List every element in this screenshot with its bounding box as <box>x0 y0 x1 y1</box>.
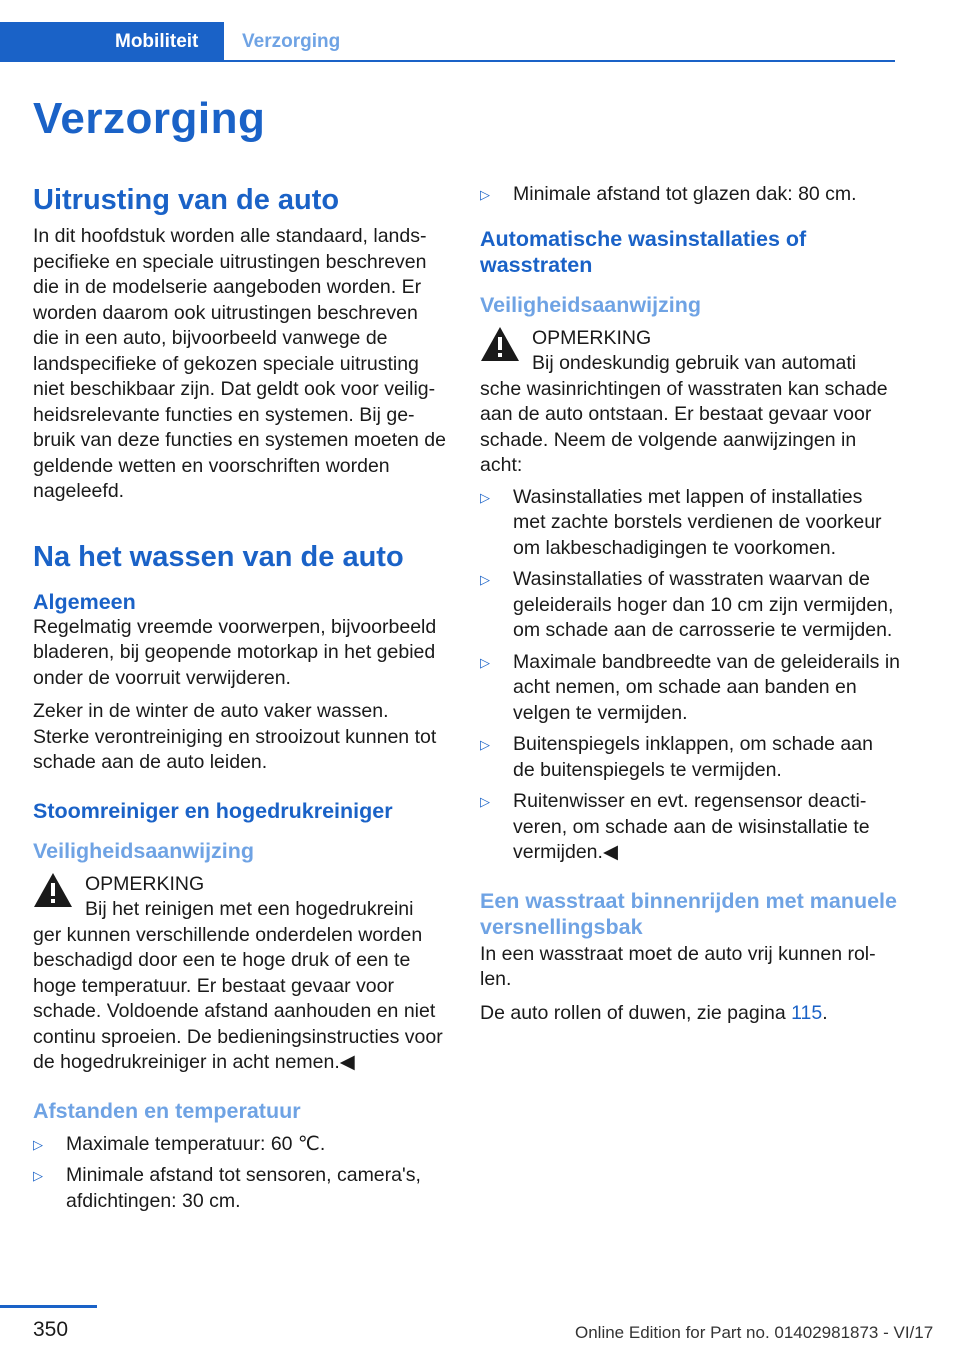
bullet-list-right-top <box>480 182 900 208</box>
manueel-paragraph-2: De auto rollen of duwen, zie pagina 115. <box>480 1001 828 1024</box>
triangle-right-icon: ▷ <box>480 489 490 505</box>
warning-label-left: OPMERKING <box>85 872 205 895</box>
subsection-title-algemeen: Algemeen <box>33 589 136 614</box>
page-link-115[interactable]: 115 <box>791 1001 823 1024</box>
manueel-paragraph-1: In een wasstraat moet de auto vrij kunnen rollen. <box>480 942 876 990</box>
subsection-title-afstanden: Afstanden en temperatuur <box>33 1098 301 1123</box>
subsection-title-manueel: Een wasstraat binnenrijden met manuele versnellingsbak <box>480 888 897 939</box>
safety-title-right: Veiligheidsaanwijzing <box>480 292 702 317</box>
algemeen-paragraph-2: Zeker in de winter de auto vaker wassen. Sterke verontreiniging en strooizout kunnen tot schade aan de auto leiden. <box>33 700 437 773</box>
list-item: ▷ Minimale afstand tot sensoren, camera's, afdichtingen: 30 cm. <box>33 1164 421 1212</box>
header-bar <box>0 22 895 62</box>
list-item: ▷ Maximale bandbreedte van de geleiderails in acht nemen, om schade aan banden en velgen te vermijden. <box>480 650 900 724</box>
warning-text-left-rest: ger kunnen verschillende onderdelen worden beschadigd door een te hoge druk of een te hoge temperatuur. Er bestaat gevaar voor schade. Voldoende afstand aanhouden en niet continu sproeien. De bedieningsinstructies voor de hogedrukreiniger in acht nemen.◀ <box>33 923 443 1073</box>
list-item: ▷ Buitenspiegels inklappen, om schade aan de buitenspiegels te vermijden. <box>480 733 873 781</box>
header-divider <box>0 60 895 62</box>
tab-mobiliteit[interactable]: Mobiliteit <box>0 22 224 62</box>
list-item: ▷ Maximale temperatuur: 60 ℃. <box>33 1132 326 1155</box>
page-number: 350 <box>33 1318 69 1341</box>
triangle-right-icon: ▷ <box>480 794 490 809</box>
subsection-title-wasinstallaties: Automatische wasinstallaties of wasstraten <box>480 226 807 277</box>
left-column <box>33 182 448 1222</box>
list-item: ▷ Wasinstallaties met lappen of installaties met zachte borstels verdienen de voorkeur om lakbeschadigingen te voorkomen. <box>480 485 882 559</box>
chapter-title: Verzorging <box>33 94 266 143</box>
bullet-list-left <box>33 1132 448 1215</box>
triangle-right-icon: ▷ <box>480 187 490 202</box>
bullet-list-right <box>480 485 900 866</box>
uitrusting-paragraph: In dit hoofdstuk worden alle standaard, landspecifieke en speciale uitrustingen beschreven die in de modelserie aangeboden worden. Er worden daarom ook uitrustingen beschreven die in een auto, bijvoorbeeld vanwege de landspecifieke of gekozen speciale uitrusting niet beschikbaar zijn. Dat geldt ook voor veiligheidsrelevante functies en systemen. Bij gebruik van deze functies en systemen moeten de geldende wetten en voorschriften worden nageleefd. <box>33 225 446 502</box>
warning-block-right <box>480 326 900 479</box>
section-title-uitrusting: Uitrusting van de auto <box>33 184 340 216</box>
warning-block-left <box>33 872 448 1076</box>
right-column <box>480 182 900 1034</box>
warning-text-left-line1: Bij het reinigen met een hogedrukreini <box>85 898 414 920</box>
warning-label-right: OPMERKING <box>532 326 652 349</box>
tab-verzorging[interactable]: Verzorging <box>242 31 341 52</box>
triangle-right-icon: ▷ <box>33 1136 43 1152</box>
warning-text-right-line1: Bij ondeskundig gebruik van automati <box>532 352 857 374</box>
footer-divider <box>0 1305 97 1308</box>
subsection-title-stoomreiniger: Stoomreiniger en hogedrukreiniger <box>33 798 393 823</box>
list-item: ▷ Wasinstallaties of wasstraten waarvan de geleiderails hoger dan 10 cm zijn vermijden, om schade aan de carrosserie te vermijden. <box>480 568 894 641</box>
safety-title-left: Veiligheidsaanwijzing <box>33 838 255 863</box>
warning-text-right-rest: sche wasinrichtingen of wasstraten kan schade aan de auto ontstaan. Er bestaat gevaar voor schade. Neem de volgende aanwijzingen in acht: <box>480 377 888 476</box>
triangle-right-icon: ▷ <box>480 737 490 752</box>
triangle-right-icon: ▷ <box>480 572 490 587</box>
section-title-na-het-wassen: Na het wassen van de auto <box>33 540 404 573</box>
triangle-right-icon: ▷ <box>480 654 490 670</box>
list-item: ▷ Ruitenwisser en evt. regensensor deactiveren, om schade aan de wisinstallatie te vermijden.◀ <box>480 790 870 863</box>
warning-triangle-icon <box>480 326 520 362</box>
algemeen-paragraph-1: Regelmatig vreemde voorwerpen, bijvoorbeeld bladeren, bij geopende motorkap in het gebied onder de voorruit verwijderen. <box>33 615 437 689</box>
triangle-right-icon: ▷ <box>33 1168 43 1183</box>
list-item: ▷ Minimale afstand tot glazen dak: 80 cm. <box>480 183 857 205</box>
warning-triangle-icon <box>33 872 73 908</box>
edition-note: Online Edition for Part no. 01402981873 - VI/17 <box>575 1323 934 1342</box>
